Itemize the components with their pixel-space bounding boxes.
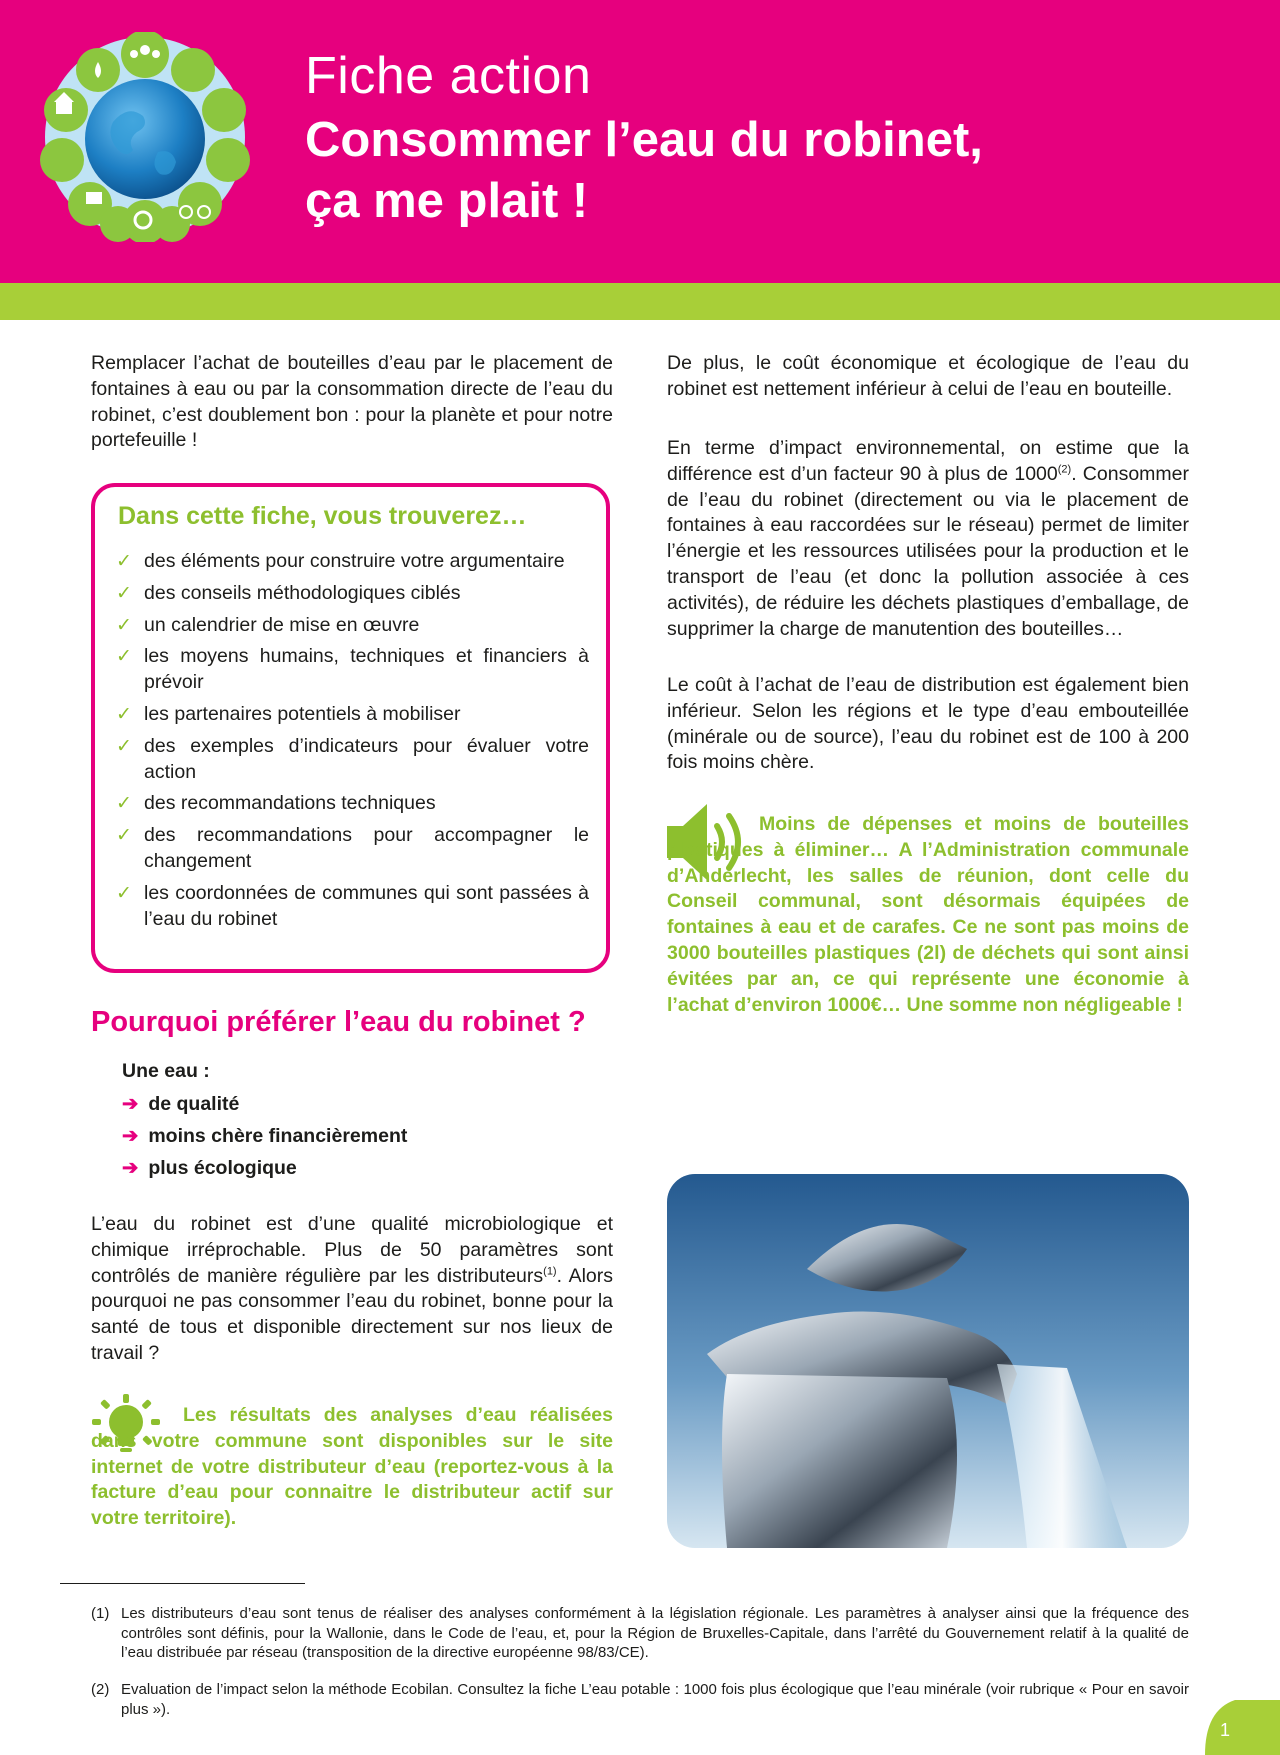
list-item: ✓ des conseils méthodologiques ciblés — [114, 581, 589, 607]
intro-paragraph: Remplacer l’achat de bouteilles d’eau par le placement de fontaines à eau ou par la consommation directe de l’eau du robinet, c’est doublement bon : pour la planète et pour notre portefeuille ! — [91, 352, 613, 452]
check-icon: ✓ — [116, 614, 132, 636]
list-item: ➔ moins chère financièrement — [122, 1124, 408, 1147]
list-item: ✓ des recommandations pour accompagner le changement — [116, 824, 589, 872]
tip-anderlecht-example: Moins de dépenses et moins de bouteilles plastiques à éliminer… A l’Administration communale d’Anderlecht, les salles de réunion, dont celle du Conseil communal, sont désormais équipées de fontaines à eau et de carafes. Ce ne sont pas moins de 3000 bouteilles plastiques (2l) de déchets qui sont ainsi évitées par an, ce qui représente une économie à l’achat d’environ 1000€… Une somme non négligeable ! — [667, 813, 1189, 1016]
check-icon: ✓ — [116, 825, 132, 847]
footnote-divider — [60, 1583, 305, 1584]
contents-list — [114, 549, 589, 938]
arrow-right-icon: ➔ — [122, 1124, 139, 1147]
list-item: ✓ les coordonnées de communes qui sont passées à l’eau du robinet — [116, 881, 589, 930]
section-heading-why: Pourquoi préférer l’eau du robinet ? — [91, 1006, 586, 1038]
list-item: ✓ des éléments pour construire votre argumentaire — [114, 549, 589, 575]
page-number-badge — [1205, 1700, 1280, 1755]
check-icon: ✓ — [116, 735, 132, 757]
globe-logo-icon — [38, 32, 252, 242]
why-list — [122, 1092, 407, 1187]
list-item: ➔ de qualité — [122, 1093, 240, 1115]
check-icon: ✓ — [116, 703, 132, 725]
check-icon: ✓ — [116, 551, 132, 572]
footnote-1: (1) Les distributeurs d’eau sont tenus de réaliser des analyses conformément à la législation régionale. Les paramètres à analyser ainsi que la fréquence des contrôles sont définis, pour la Wallonie, dans le Code de l’eau, et, pour la Région de Bruxelles-Capitale, dans l’arrêté du Gouvernement relatif à la qualité de l’eau distribuée par réseau (transposition de la directive européenne 98/83/CE). — [91, 1605, 1189, 1661]
right-paragraph-1: De plus, le coût économique et écologique de l’eau du robinet est nettement inférieur à celui de l’eau en bouteille. — [667, 352, 1189, 400]
page-kicker: Fiche action — [305, 47, 592, 105]
faucet-photo — [667, 1174, 1189, 1548]
list-item: ✓ les moyens humains, techniques et financiers à prévoir — [116, 645, 589, 694]
arrow-right-icon: ➔ — [122, 1093, 139, 1115]
page-number: 1 — [1220, 1720, 1231, 1740]
check-icon: ✓ — [116, 793, 132, 815]
check-icon: ✓ — [116, 882, 132, 904]
page-title-line-1: Consommer l’eau du robinet, — [305, 113, 983, 167]
page-title-line-2: ça me plait ! — [305, 174, 589, 228]
list-item: ✓ les partenaires potentiels à mobiliser — [114, 702, 589, 728]
quality-paragraph: L’eau du robinet est d’une qualité microbiologique et chimique irréprochable. Plus de 50 paramètres sont contrôlés de manière régulière par les distributeurs$^{(1)}$. Alors pourquoi ne pas consommer l’eau du robinet, bonne pour la santé de tous et disponible directement sur nos lieux de travail ? — [91, 1213, 613, 1364]
contents-box-title: Dans cette fiche, vous trouverez… — [118, 502, 527, 530]
check-icon: ✓ — [116, 646, 132, 668]
check-icon: ✓ — [116, 582, 132, 604]
list-item: ✓ des recommandations techniques — [114, 791, 589, 817]
page-title — [305, 110, 1205, 232]
list-item: ✓ un calendrier de mise en œuvre — [114, 613, 589, 639]
right-paragraph-3: Le coût à l’achat de l’eau de distribution est également bien inférieur. Selon les régions et le type d’eau embouteillée (minérale ou de source), l’eau du robinet est de 100 à 200 fois moins chère. — [667, 674, 1189, 774]
header-green-bar — [0, 283, 1280, 320]
why-lead: Une eau : — [122, 1060, 210, 1082]
arrow-right-icon: ➔ — [122, 1156, 139, 1179]
list-item: ➔ plus écologique — [122, 1156, 297, 1179]
list-item: ✓ des exemples d’indicateurs pour évaluer votre action — [116, 734, 589, 783]
right-paragraph-2: En terme d’impact environnemental, on estime que la différence est d’un facteur 90 à plus de 1000$^{(2)}$. Consommer de l’eau du robinet (directement ou via le placement de fontaines à eau raccordées sur le réseau) permet de limiter l’énergie et les ressources utilisées pour la production et le transport de l’eau (et donc la pollution associée à ces activités), de réduire les déchets plastiques d’emballage, de supprimer la charge de manutention des bouteilles… — [667, 437, 1189, 640]
tip-analysis-results: Les résultats des analyses d’eau réalisées dans votre commune sont disponibles sur le site internet de votre distributeur d’eau (reportez-vous à la facture d’eau pour connaitre le distributeur actif sur votre territoire). — [91, 1404, 613, 1530]
footnote-2: (2) Evaluation de l’impact selon la méthode Ecobilan. Consultez la fiche L’eau potable : 1000 fois plus écologique que l’eau minérale (voir rubrique « Pour en savoir plus »). — [91, 1681, 1189, 1718]
